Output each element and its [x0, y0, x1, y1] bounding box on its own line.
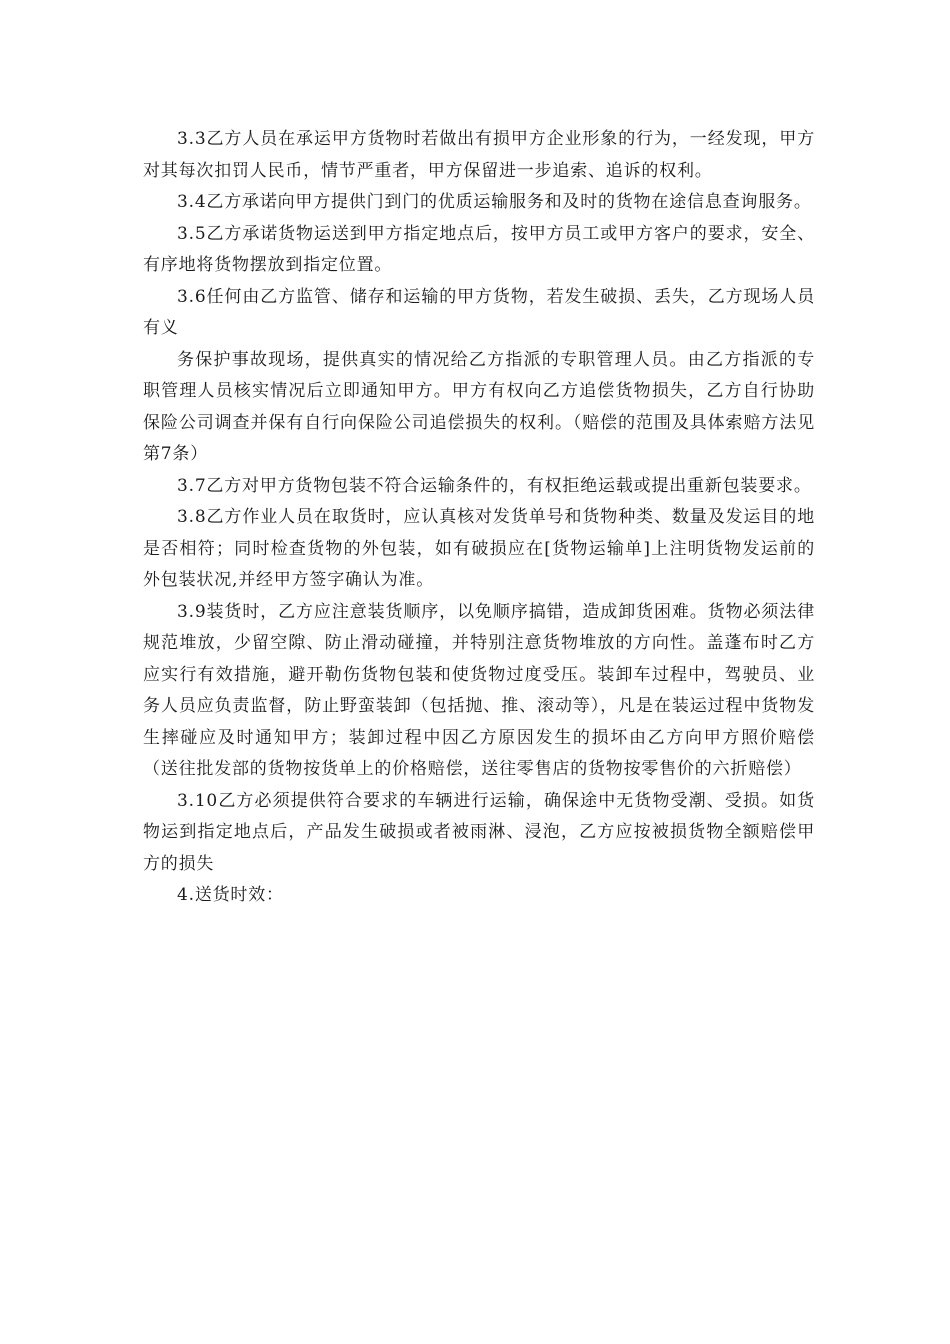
- clause-3-4: 3.4乙方承诺向甲方提供门到门的优质运输服务和及时的货物在途信息查询服务。: [177, 192, 812, 212]
- clause-3-6-continued: 务保护事故现场，提供真实的情况给乙方指派的专职管理人员。由乙方指派的专职管理人员核实情况后立即通知甲方。甲方有权向乙方追偿货物损失，乙方自行协助保险公司调查并保有自行向保险公司追偿损失的权利。（赔偿的范围及具体索赔方法见第7条）: [143, 349, 815, 464]
- clause-3-6: 3.6任何由乙方监管、储存和运输的甲方货物，若发生破损、丢失，乙方现场人员有义: [143, 286, 815, 338]
- clause-3-8: 3.8乙方作业人员在取货时，应认真核对发货单号和货物种类、数量及发运目的地是否相符；同时检查货物的外包装，如有破损应在[货物运输单]上注明货物发运前的外包装状况,并经甲方签字确认为准。: [143, 507, 815, 590]
- document-body: [143, 124, 815, 912]
- section-4-heading: 4.送货时效：: [177, 885, 284, 905]
- clause-3-7: 3.7乙方对甲方货物包装不符合运输条件的，有权拒绝运载或提出重新包装要求。: [177, 475, 812, 496]
- clause-3-5: 3.5乙方承诺货物运送到甲方指定地点后，按甲方员工或甲方客户的要求，安全、有序地将货物摆放到指定位置。: [143, 223, 815, 275]
- clause-3-9: 3.9装货时，乙方应注意装货顺序，以免顺序搞错，造成卸货困难。货物必须法律规范堆放，少留空隙、防止滑动碰撞，并特别注意货物堆放的方向性。盖蓬布时乙方应实行有效措施，避开勒伤货物包装和使货物过度受压。装卸车过程中，驾驶员、业务人员应负责监督，防止野蛮装卸（包括抛、推、滚动等），凡是在装运过程中货物发生摔碰应及时通知甲方；装卸过程中因乙方原因发生的损坏由乙方向甲方照价赔偿（送往批发部的货物按货单上的价格赔偿，送往零售店的货物按零售价的六折赔偿）: [143, 601, 815, 779]
- clause-3-3: 3.3乙方人员在承运甲方货物时若做出有损甲方企业形象的行为，一经发现，甲方对其每次扣罚人民币，情节严重者，甲方保留进一步追索、追诉的权利。: [143, 129, 815, 181]
- clause-3-10: 3.10乙方必须提供符合要求的车辆进行运输，确保途中无货物受潮、受损。如货物运到指定地点后，产品发生破损或者被雨淋、浸泡，乙方应按被损货物全额赔偿甲方的损失: [143, 790, 815, 874]
